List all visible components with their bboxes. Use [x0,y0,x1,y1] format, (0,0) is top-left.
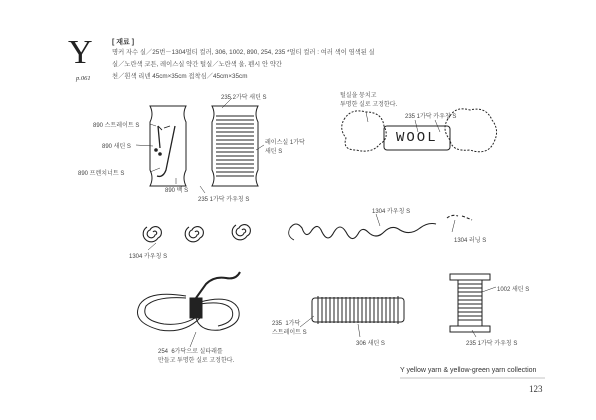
label-306-satin: 306 새틴 S [356,341,385,347]
label-1002-satin: 1002 새틴 S [497,287,530,293]
large-spool-illustration [312,296,404,324]
small-spool-illustration [450,274,490,332]
label-235-straight: 235 1가닥 스트레이트 S [272,321,307,336]
label-running-1304: 1304 러닝 S [454,238,487,244]
spiral-stitches-illustration [143,225,250,242]
pattern-page-code: p.061 [76,75,91,82]
thread-card-illustration [150,106,186,186]
label-thread-1304: 1304 카우칭 S [372,209,411,215]
label-wool-235: 235 1가닥 카우칭 S [405,114,457,120]
label-card-top: 235 2가닥 새틴 S [221,95,267,101]
label-lace-satin: 레이스실 1가닥 새틴 S [265,140,305,155]
label-spiral-1304: 1304 카우칭 S [129,254,168,260]
page-number: 123 [529,384,543,394]
wool-text: WOOL [396,130,438,146]
label-890-straight: 890 스트레이트 S [93,123,140,129]
wound-spool-illustration [212,106,258,186]
materials-line-3: 천／흰색 리넨 45cm×35cm 접착심／45cm×35cm [112,73,248,80]
section-letter: Y [68,34,93,71]
materials-line-1: 명커 자수 실／25번－1304멀티 컬러, 306, 1002, 890, 254, 235 *멀티 컬러 : 여러 색이 염색된 실 [112,49,375,56]
materials-title: [ 재료 ] [112,39,135,46]
label-235-couching: 235 1가닥 카우칭 S [198,197,250,203]
label-wool-note: 털실을 뭉치고 투명한 실로 고정한다. [340,93,398,108]
label-890-back: 890 백 S [165,188,189,194]
label-235-couching-spool: 235 1가닥 카우칭 S [466,341,518,347]
loose-thread-illustration [289,215,472,240]
label-890-satin: 890 새틴 S [102,144,131,150]
materials-line-2: 실／노란색 코튼, 레이스실 약간 털실／노란색 울, 펜시 안 약간 [112,61,282,68]
yarn-skein-illustration [138,272,241,331]
label-890-french: 890 프렌치너트 S [78,171,125,177]
collection-caption: Y yellow yarn & yellow-green yarn collection [400,367,537,374]
label-skein-254: 254 6가닥으로 실타래를 만들고 투명한 실로 고정한다. [158,349,235,364]
